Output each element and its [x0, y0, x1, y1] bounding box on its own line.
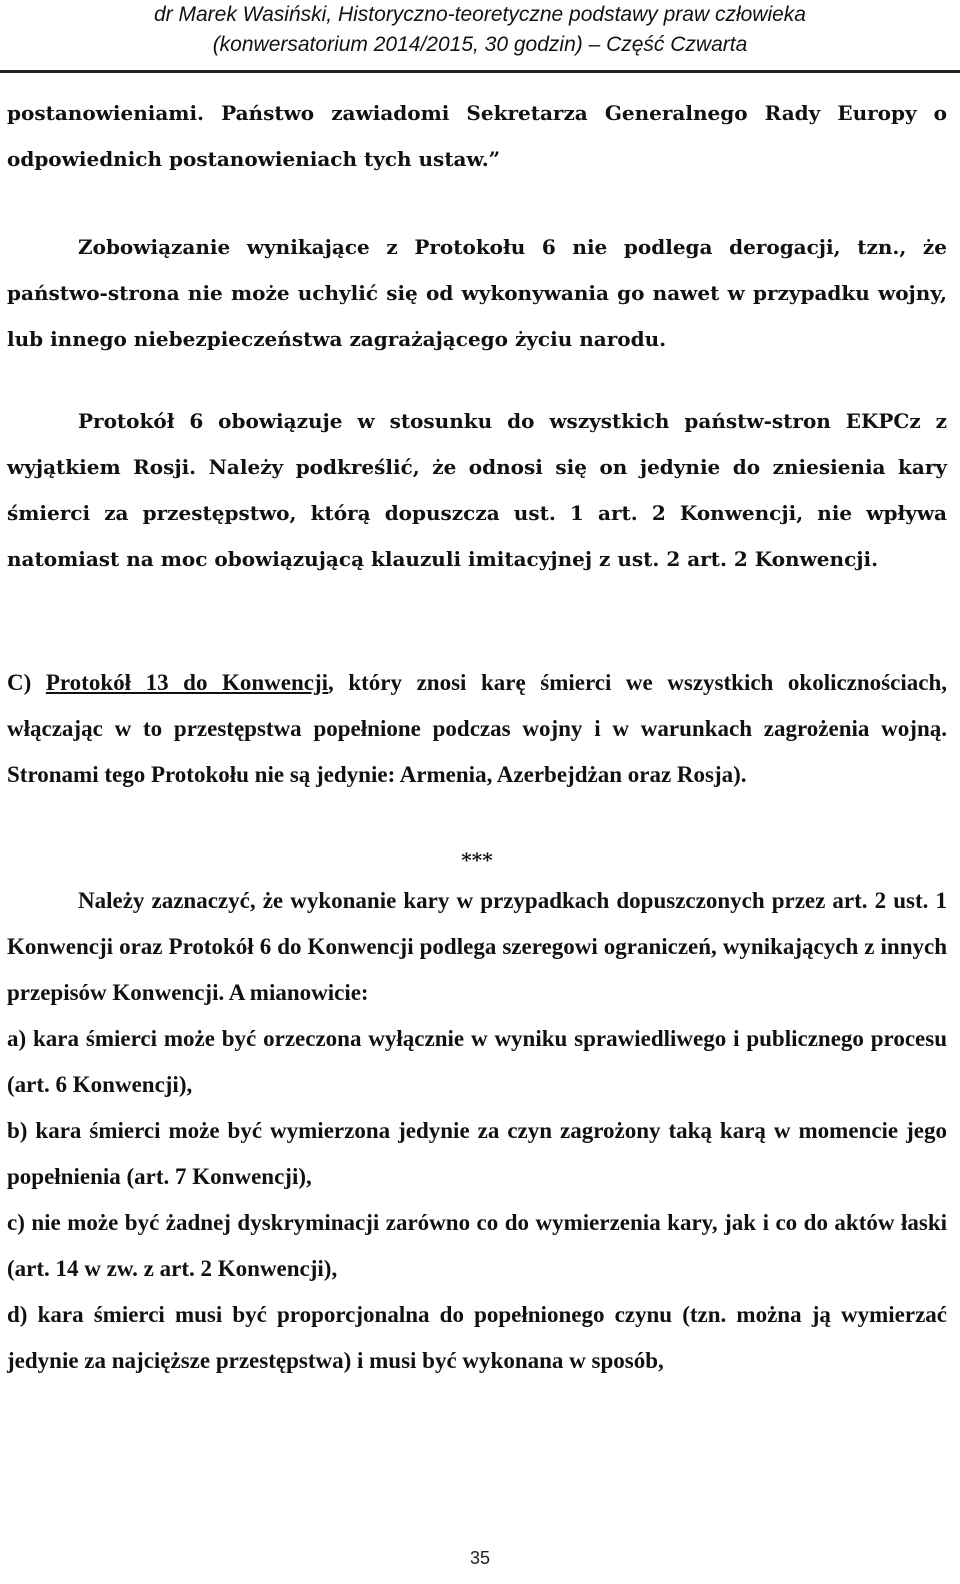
list-item-d: d) kara śmierci musi być proporcjonalna do popełnionego czynu (tzn. można ją wymierzać jedynie za najcięższe przestępstwa) i musi być wykonana w sposób,	[7, 1302, 947, 1373]
document-body	[7, 90, 947, 1384]
paragraph-protocol-13	[7, 660, 947, 798]
list-item-b: b) kara śmierci może być wymierzona jedynie za czyn zagrożony taką karą w momencie jego popełnienia (art. 7 Konwencji),	[7, 1118, 947, 1189]
paragraph-continuation: postanowieniami. Państwo zawiadomi Sekretarza Generalnego Rady Europy o odpowiednich postanowieniach tych ustaw.”	[7, 101, 947, 171]
paragraph-derogation: Zobowiązanie wynikające z Protokołu 6 nie podlega derogacji, tzn., że państwo-strona nie może uchylić się od wykonywania go nawet w przypadku wojny, lub innego niebezpieczeństwa zagrażającego życiu narodu.	[7, 235, 947, 351]
list-item-c: c) nie może być żadnej dyskryminacji zarówno co do wymierzenia kary, jak i co do aktów łaski (art. 14 w zw. z art. 2 Konwencji),	[7, 1210, 947, 1281]
page-number: 35	[469, 1548, 491, 1568]
header-rule	[0, 70, 960, 73]
header-title: dr Marek Wasiński, Historyczno-teoretyczne podstawy praw człowieka	[153, 3, 806, 26]
paragraph-limitations: Należy zaznaczyć, że wykonanie kary w przypadkach dopuszczonych przez art. 2 ust. 1 Konwencji oraz Protokół 6 do Konwencji podlega szeregowi ograniczeń, wynikających z innych przepisów Konwencji. A mianowicie:	[7, 888, 947, 1005]
header-subtitle: (konwersatorium 2014/2015, 30 godzin) – Część Czwarta	[212, 33, 748, 56]
section-marker: C)	[7, 670, 46, 695]
list-item-a: a) kara śmierci może być orzeczona wyłącznie w wyniku sprawiedliwego i publicznego procesu (art. 6 Konwencji),	[7, 1026, 947, 1097]
protocol-13-text: , który znosi karę śmierci we wszystkich okolicznościach, włączając w to przestępstwa popełnione podczas wojny i w warunkach zagrożenia wojną. Stronami tego Protokołu nie są jedynie: Armenia, Azerbejdżan oraz Rosja).	[7, 670, 947, 787]
page-header	[0, 0, 960, 74]
protocol-13-title: Protokół 13 do Konwencji	[45, 670, 329, 695]
section-divider: ***	[461, 848, 493, 872]
paragraph-protocol-6: Protokół 6 obowiązuje w stosunku do wszystkich państw-stron EKPCz z wyjątkiem Rosji. Należy podkreślić, że odnosi się on jedynie do zniesienia kary śmierci za przestępstwo, którą dopuszcza ust. 1 art. 2 Konwencji, nie wpływa natomiast na moc obowiązującą klauzuli imitacyjnej z ust. 2 art. 2 Konwencji.	[7, 409, 947, 571]
